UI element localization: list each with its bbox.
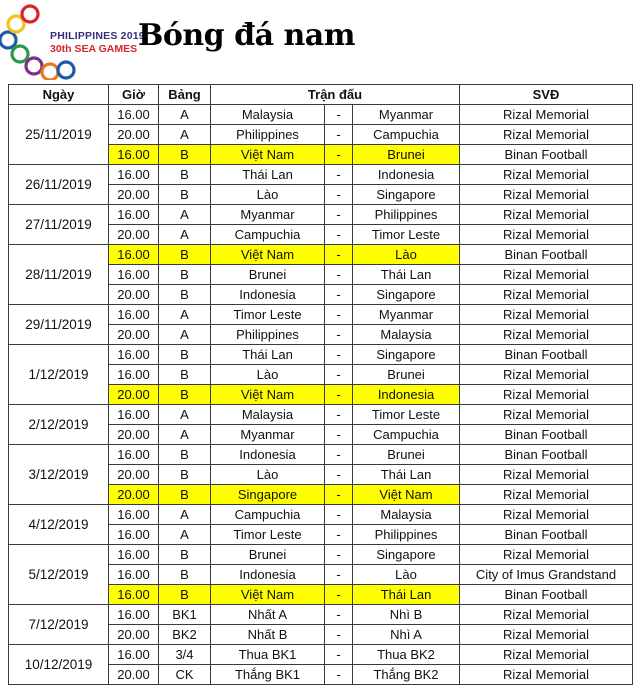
venue-cell: Binan Football: [460, 145, 633, 165]
match-separator-cell: -: [325, 445, 353, 465]
date-cell: 3/12/2019: [9, 445, 109, 505]
away-team-cell: Indonesia: [353, 165, 460, 185]
time-cell: 20.00: [109, 285, 159, 305]
group-cell: A: [159, 405, 211, 425]
venue-cell: Rizal Memorial: [460, 365, 633, 385]
table-row: [9, 165, 633, 185]
home-team-cell: Timor Leste: [211, 525, 325, 545]
match-separator-cell: -: [325, 465, 353, 485]
home-team-cell: Lào: [211, 365, 325, 385]
away-team-cell: Singapore: [353, 285, 460, 305]
venue-cell: Rizal Memorial: [460, 165, 633, 185]
col-header-venue: SVĐ: [460, 85, 633, 105]
venue-cell: Rizal Memorial: [460, 185, 633, 205]
date-cell: 5/12/2019: [9, 545, 109, 605]
table-row: [9, 345, 633, 365]
table-row: [9, 105, 633, 125]
schedule-table: [8, 84, 633, 685]
match-separator-cell: -: [325, 405, 353, 425]
away-team-cell: Thắng BK2: [353, 665, 460, 685]
venue-cell: Rizal Memorial: [460, 625, 633, 645]
match-separator-cell: -: [325, 545, 353, 565]
venue-cell: Rizal Memorial: [460, 545, 633, 565]
time-cell: 16.00: [109, 645, 159, 665]
away-team-cell: Lào: [353, 245, 460, 265]
group-cell: B: [159, 345, 211, 365]
logo-text: [50, 30, 145, 56]
away-team-cell: Campuchia: [353, 425, 460, 445]
home-team-cell: Malaysia: [211, 405, 325, 425]
venue-cell: Binan Football: [460, 345, 633, 365]
match-separator-cell: -: [325, 425, 353, 445]
table-row: [9, 545, 633, 565]
col-header-group: Bảng: [159, 85, 211, 105]
group-cell: B: [159, 445, 211, 465]
table-row: [9, 605, 633, 625]
time-cell: 16.00: [109, 605, 159, 625]
group-cell: B: [159, 285, 211, 305]
away-team-cell: Thái Lan: [353, 265, 460, 285]
time-cell: 20.00: [109, 125, 159, 145]
group-cell: B: [159, 465, 211, 485]
time-cell: 16.00: [109, 165, 159, 185]
home-team-cell: Lào: [211, 185, 325, 205]
time-cell: 16.00: [109, 565, 159, 585]
date-cell: 28/11/2019: [9, 245, 109, 305]
col-header-time: Giờ: [109, 85, 159, 105]
group-cell: B: [159, 545, 211, 565]
home-team-cell: Thái Lan: [211, 345, 325, 365]
match-separator-cell: -: [325, 605, 353, 625]
group-cell: A: [159, 325, 211, 345]
time-cell: 16.00: [109, 145, 159, 165]
away-team-cell: Nhì B: [353, 605, 460, 625]
venue-cell: Binan Football: [460, 525, 633, 545]
away-team-cell: Campuchia: [353, 125, 460, 145]
venue-cell: Binan Football: [460, 245, 633, 265]
match-separator-cell: -: [325, 585, 353, 605]
match-separator-cell: -: [325, 385, 353, 405]
logo-ring-icon: [22, 6, 38, 22]
home-team-cell: Myanmar: [211, 425, 325, 445]
match-separator-cell: -: [325, 325, 353, 345]
home-team-cell: Lào: [211, 465, 325, 485]
away-team-cell: Brunei: [353, 145, 460, 165]
table-row: [9, 245, 633, 265]
home-team-cell: Campuchia: [211, 505, 325, 525]
away-team-cell: Thua BK2: [353, 645, 460, 665]
time-cell: 16.00: [109, 245, 159, 265]
date-cell: 29/11/2019: [9, 305, 109, 345]
table-row: [9, 405, 633, 425]
schedule-table-wrapper: [8, 84, 633, 685]
away-team-cell: Singapore: [353, 345, 460, 365]
match-separator-cell: -: [325, 225, 353, 245]
date-cell: 4/12/2019: [9, 505, 109, 545]
time-cell: 20.00: [109, 485, 159, 505]
away-team-cell: Thái Lan: [353, 465, 460, 485]
group-cell: B: [159, 245, 211, 265]
table-row: [9, 505, 633, 525]
group-cell: A: [159, 425, 211, 445]
match-separator-cell: -: [325, 485, 353, 505]
group-cell: BK1: [159, 605, 211, 625]
match-separator-cell: -: [325, 165, 353, 185]
time-cell: 16.00: [109, 345, 159, 365]
group-cell: B: [159, 565, 211, 585]
time-cell: 20.00: [109, 665, 159, 685]
date-cell: 26/11/2019: [9, 165, 109, 205]
group-cell: A: [159, 105, 211, 125]
match-separator-cell: -: [325, 665, 353, 685]
group-cell: A: [159, 305, 211, 325]
date-cell: 10/12/2019: [9, 645, 109, 685]
venue-cell: Rizal Memorial: [460, 645, 633, 665]
home-team-cell: Thái Lan: [211, 165, 325, 185]
away-team-cell: Singapore: [353, 185, 460, 205]
away-team-cell: Lào: [353, 565, 460, 585]
venue-cell: Rizal Memorial: [460, 665, 633, 685]
away-team-cell: Malaysia: [353, 325, 460, 345]
time-cell: 16.00: [109, 445, 159, 465]
venue-cell: City of Imus Grandstand: [460, 565, 633, 585]
home-team-cell: Thua BK1: [211, 645, 325, 665]
venue-cell: Rizal Memorial: [460, 225, 633, 245]
time-cell: 16.00: [109, 265, 159, 285]
date-cell: 2/12/2019: [9, 405, 109, 445]
home-team-cell: Timor Leste: [211, 305, 325, 325]
venue-cell: Binan Football: [460, 425, 633, 445]
away-team-cell: Việt Nam: [353, 485, 460, 505]
home-team-cell: Indonesia: [211, 285, 325, 305]
group-cell: 3/4: [159, 645, 211, 665]
away-team-cell: Philippines: [353, 205, 460, 225]
home-team-cell: Việt Nam: [211, 245, 325, 265]
table-row: [9, 305, 633, 325]
group-cell: B: [159, 165, 211, 185]
home-team-cell: Brunei: [211, 545, 325, 565]
logo-line-1: PHILIPPINES 2019: [50, 30, 145, 42]
date-cell: 25/11/2019: [9, 105, 109, 165]
time-cell: 20.00: [109, 425, 159, 445]
time-cell: 20.00: [109, 625, 159, 645]
table-row: [9, 445, 633, 465]
time-cell: 20.00: [109, 325, 159, 345]
time-cell: 16.00: [109, 305, 159, 325]
venue-cell: Rizal Memorial: [460, 265, 633, 285]
away-team-cell: Malaysia: [353, 505, 460, 525]
home-team-cell: Nhất B: [211, 625, 325, 645]
group-cell: A: [159, 205, 211, 225]
col-header-date: Ngày: [9, 85, 109, 105]
group-cell: A: [159, 225, 211, 245]
home-team-cell: Việt Nam: [211, 145, 325, 165]
match-separator-cell: -: [325, 645, 353, 665]
home-team-cell: Philippines: [211, 125, 325, 145]
home-team-cell: Campuchia: [211, 225, 325, 245]
venue-cell: Rizal Memorial: [460, 285, 633, 305]
match-separator-cell: -: [325, 125, 353, 145]
home-team-cell: Malaysia: [211, 105, 325, 125]
away-team-cell: Singapore: [353, 545, 460, 565]
match-separator-cell: -: [325, 245, 353, 265]
home-team-cell: Nhất A: [211, 605, 325, 625]
match-separator-cell: -: [325, 345, 353, 365]
venue-cell: Rizal Memorial: [460, 325, 633, 345]
group-cell: B: [159, 485, 211, 505]
time-cell: 20.00: [109, 465, 159, 485]
table-row: [9, 645, 633, 665]
venue-cell: Rizal Memorial: [460, 465, 633, 485]
group-cell: B: [159, 585, 211, 605]
away-team-cell: Nhì A: [353, 625, 460, 645]
logo-ring-icon: [12, 46, 28, 62]
time-cell: 16.00: [109, 365, 159, 385]
venue-cell: Rizal Memorial: [460, 485, 633, 505]
col-header-match: Trận đấu: [211, 85, 460, 105]
venue-cell: Rizal Memorial: [460, 305, 633, 325]
logo-ring-icon: [26, 58, 42, 74]
match-separator-cell: -: [325, 105, 353, 125]
date-cell: 7/12/2019: [9, 605, 109, 645]
away-team-cell: Timor Leste: [353, 405, 460, 425]
home-team-cell: Việt Nam: [211, 585, 325, 605]
logo-line-2: 30th SEA GAMES: [50, 43, 138, 55]
page-title: Bóng đá nam: [138, 18, 355, 53]
home-team-cell: Brunei: [211, 265, 325, 285]
group-cell: A: [159, 525, 211, 545]
home-team-cell: Indonesia: [211, 445, 325, 465]
match-separator-cell: -: [325, 305, 353, 325]
away-team-cell: Indonesia: [353, 385, 460, 405]
group-cell: B: [159, 185, 211, 205]
logo-ring-icon: [42, 64, 58, 80]
time-cell: 20.00: [109, 225, 159, 245]
away-team-cell: Brunei: [353, 365, 460, 385]
match-separator-cell: -: [325, 365, 353, 385]
time-cell: 16.00: [109, 405, 159, 425]
venue-cell: Rizal Memorial: [460, 125, 633, 145]
table-row: [9, 205, 633, 225]
group-cell: B: [159, 365, 211, 385]
match-separator-cell: -: [325, 285, 353, 305]
date-cell: 27/11/2019: [9, 205, 109, 245]
group-cell: BK2: [159, 625, 211, 645]
match-separator-cell: -: [325, 265, 353, 285]
match-separator-cell: -: [325, 565, 353, 585]
away-team-cell: Timor Leste: [353, 225, 460, 245]
venue-cell: Rizal Memorial: [460, 405, 633, 425]
match-separator-cell: -: [325, 145, 353, 165]
venue-cell: Rizal Memorial: [460, 605, 633, 625]
match-separator-cell: -: [325, 625, 353, 645]
home-team-cell: Việt Nam: [211, 385, 325, 405]
logo-ring-icon: [58, 62, 74, 78]
time-cell: 16.00: [109, 105, 159, 125]
time-cell: 20.00: [109, 385, 159, 405]
home-team-cell: Philippines: [211, 325, 325, 345]
header: [0, 0, 640, 80]
venue-cell: Binan Football: [460, 585, 633, 605]
home-team-cell: Myanmar: [211, 205, 325, 225]
away-team-cell: Myanmar: [353, 105, 460, 125]
venue-cell: Binan Football: [460, 445, 633, 465]
header-row: [9, 85, 633, 105]
time-cell: 16.00: [109, 545, 159, 565]
time-cell: 16.00: [109, 525, 159, 545]
venue-cell: Rizal Memorial: [460, 205, 633, 225]
match-separator-cell: -: [325, 185, 353, 205]
time-cell: 16.00: [109, 505, 159, 525]
home-team-cell: Thắng BK1: [211, 665, 325, 685]
group-cell: B: [159, 145, 211, 165]
away-team-cell: Myanmar: [353, 305, 460, 325]
venue-cell: Rizal Memorial: [460, 385, 633, 405]
time-cell: 20.00: [109, 185, 159, 205]
group-cell: A: [159, 125, 211, 145]
home-team-cell: Indonesia: [211, 565, 325, 585]
group-cell: CK: [159, 665, 211, 685]
match-separator-cell: -: [325, 505, 353, 525]
time-cell: 16.00: [109, 585, 159, 605]
venue-cell: Rizal Memorial: [460, 105, 633, 125]
group-cell: B: [159, 265, 211, 285]
date-cell: 1/12/2019: [9, 345, 109, 405]
time-cell: 16.00: [109, 205, 159, 225]
group-cell: B: [159, 385, 211, 405]
match-separator-cell: -: [325, 525, 353, 545]
group-cell: A: [159, 505, 211, 525]
away-team-cell: Thái Lan: [353, 585, 460, 605]
schedule-body: [9, 105, 633, 685]
match-separator-cell: -: [325, 205, 353, 225]
venue-cell: Rizal Memorial: [460, 505, 633, 525]
away-team-cell: Philippines: [353, 525, 460, 545]
logo-ring-icon: [0, 32, 16, 48]
home-team-cell: Singapore: [211, 485, 325, 505]
away-team-cell: Brunei: [353, 445, 460, 465]
